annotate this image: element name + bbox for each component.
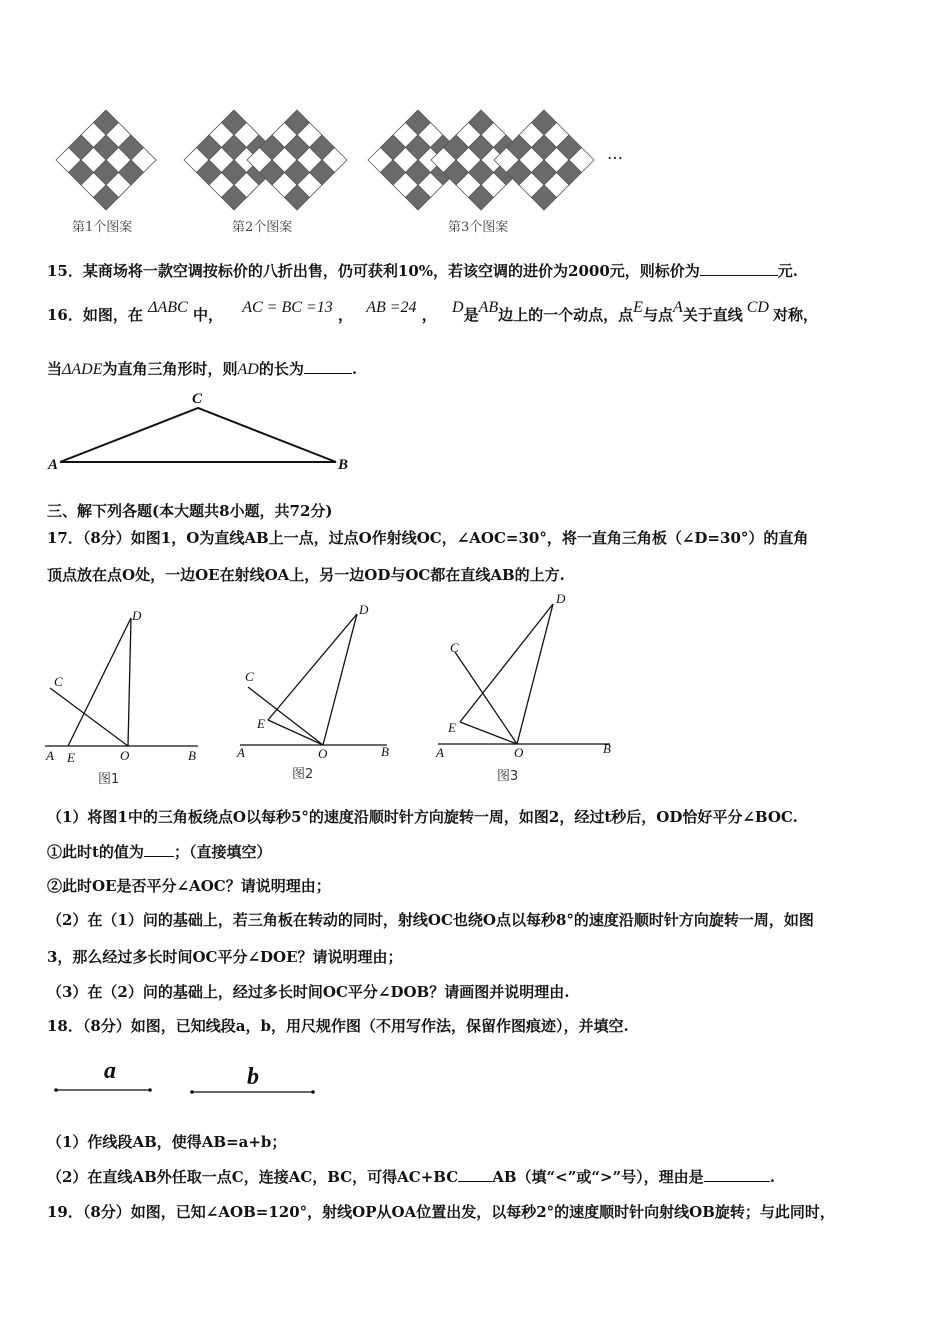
q17-p2b: 3，那么经过多长时间OC平分∠DOE？请说明理由；	[47, 948, 403, 966]
q16-triangle-sides	[60, 408, 336, 462]
q16-line2b: 为直角三角形时，则	[102, 360, 238, 378]
q17-p1a-text: ①此时t的值为	[47, 843, 144, 861]
q15	[47, 260, 798, 281]
q17-fig2-caption: 图2	[292, 767, 314, 782]
q17-line2: 顶点放在点O处，一边OE在射线OA上，另一边OD与OC都在直线AB的上方.	[47, 566, 565, 584]
q17-p1b: ②此时OE是否平分∠AOC？请说明理由；	[47, 877, 331, 895]
q16-ade: ΔADE	[62, 361, 103, 378]
q18-p1: （1）作线段AB，使得AB=a+b；	[47, 1133, 287, 1151]
q16-part6: 关于直线	[682, 306, 743, 324]
q17-fig3	[438, 604, 610, 744]
q16-label-A: A	[48, 457, 59, 473]
q17-figures	[0, 585, 950, 795]
q17-fig1-label-C: C	[54, 674, 63, 689]
q17-fig2-label-C: C	[245, 669, 254, 684]
q18-segment-b-start	[190, 1090, 194, 1094]
q15-unit: 元.	[777, 262, 798, 280]
q16-AD: AD	[237, 361, 259, 378]
q17-p1a-end: ；（直接填空）	[173, 843, 272, 861]
q18-line1: 18．（8分）如图，已知线段a，b，用尺规作图（不用写作法，保留作图痕迹），并填空.	[47, 1017, 629, 1035]
q18-reason-blank[interactable]	[704, 1167, 770, 1182]
q16-triangle: ΔABC	[148, 299, 188, 316]
q17-p1: （1）将图1中的三角板绕点O以每秒5°的速度沿顺时针方向旋转一周，如图2，经过t秒后，OD恰好平分∠BOC.	[47, 808, 798, 826]
q15-text: 某商场将一款空调按标价的八折出售，仍可获利10%，若该空调的进价为2000元，则标价为	[82, 262, 700, 280]
q16-line2	[47, 358, 357, 379]
q17-fig3-oe	[460, 722, 517, 744]
q18-label-a: a	[104, 1058, 116, 1084]
q18-p2a: （2）在直线AB外任取一点C，连接AC，BC，可得AC+BC	[47, 1168, 459, 1186]
q16-CD: CD	[746, 299, 769, 316]
q16-label-B: B	[338, 457, 349, 473]
q17-line1: 17．（8分）如图1，O为直线AB上一点，过点O作射线OC，∠AOC=30°，将一直角三角板（∠D=30°）的直角	[47, 529, 809, 547]
q16-part2: 中，	[192, 306, 223, 324]
q16-part5: 与点	[642, 306, 673, 324]
q16-sep2: ，	[421, 306, 437, 324]
q16-AB: AB	[478, 299, 499, 316]
q17-fig3-label-B: B	[603, 741, 611, 756]
q18-segment-b-end	[311, 1090, 315, 1094]
q16-sep1: ，	[337, 306, 353, 324]
q17-fig3-label-O: O	[514, 745, 524, 760]
q16-line2d: .	[351, 360, 358, 378]
q17-fig1-caption: 图1	[98, 772, 120, 787]
q17-fig3-od	[517, 604, 553, 744]
q17-p3: （3）在（2）问的基础上，经过多长时间OC平分∠DOB？请画图并说明理由.	[47, 983, 570, 1001]
q17-fig1-od	[128, 618, 131, 746]
pattern-figure	[0, 0, 950, 215]
q17-fig1	[45, 618, 198, 746]
q18-p2b: AB（填“<”或“>”号），理由是	[492, 1168, 704, 1186]
q16-line2a: 当	[47, 360, 63, 378]
q19-line1: 19．（8分）如图，已知∠AOB=120°，射线OP从OA位置出发，以每秒2°的速度顺时针向射线OB旋转；与此同时，	[47, 1203, 835, 1221]
q16-part7: 对称，	[772, 306, 818, 324]
pattern-caption-1: 第1个图案	[72, 220, 133, 235]
q17-fig1-ray-oc	[50, 688, 128, 746]
q15-answer-blank[interactable]	[700, 261, 778, 276]
pattern-caption-3: 第3个图案	[448, 220, 509, 235]
q17-answer-blank[interactable]	[144, 842, 174, 857]
section3-title: 三、解下列各题(本大题共8小题，共72分)	[47, 502, 333, 520]
q16-label-C: C	[192, 391, 203, 407]
q16-part1: 如图，在	[82, 306, 143, 324]
q17-fig1-label-B: B	[188, 748, 196, 763]
q17-fig1-label-E: E	[67, 750, 75, 765]
q17-fig3-label-E: E	[448, 720, 456, 735]
q16-E: E	[633, 299, 643, 316]
q16-line2c: 的长为	[258, 360, 304, 378]
q18-label-b: b	[247, 1064, 259, 1090]
q17-fig3-label-A: A	[436, 745, 444, 760]
q16-part4: 边上的一个动点，点	[498, 306, 634, 324]
q17-p2a: （2）在（1）问的基础上，若三角板在转动的同时，射线OC也绕O点以每秒8°的速度沿顺时针方向旋转一周，如图	[47, 911, 814, 929]
q17-fig2-label-D: D	[359, 602, 369, 617]
q18-compare-blank[interactable]	[458, 1167, 492, 1182]
q18-segments	[50, 1080, 330, 1100]
q17-fig1-label-D: D	[132, 608, 142, 623]
q16-part3: 是	[463, 306, 479, 324]
q16-line1	[47, 299, 818, 325]
q17-fig3-ed	[460, 604, 553, 722]
q16-eq1: AC = BC =13	[242, 299, 333, 316]
q17-fig1-label-O: O	[120, 748, 130, 763]
q17-fig3-label-D: D	[556, 591, 566, 606]
q16-number: 16．	[47, 306, 83, 324]
q17-fig2-label-E: E	[257, 716, 265, 731]
pattern-caption-2: 第2个图案	[232, 220, 293, 235]
q16-answer-blank[interactable]	[304, 359, 352, 374]
q15-number: 15．	[47, 262, 83, 280]
q16-eq2: AB =24	[366, 299, 417, 316]
q17-p1a	[47, 841, 271, 862]
q18-p2	[47, 1166, 775, 1187]
q17-fig3-ray-oc	[455, 652, 517, 744]
q16-A: A	[672, 299, 683, 316]
q17-fig2-label-O: O	[318, 746, 328, 761]
q17-fig1-ed	[68, 618, 131, 746]
q18-segment-a-end	[148, 1088, 152, 1092]
pattern-ellipsis: …	[607, 144, 623, 163]
q17-fig3-caption: 图3	[497, 769, 519, 784]
q16-D: D	[452, 299, 464, 316]
q17-fig3-label-C: C	[450, 640, 459, 655]
q18-segment-a-start	[54, 1088, 58, 1092]
q17-fig2-label-B: B	[381, 744, 389, 759]
q17-fig1-label-A: A	[46, 748, 54, 763]
q18-p2c: .	[769, 1168, 775, 1186]
q17-fig2-label-A: A	[237, 745, 245, 760]
